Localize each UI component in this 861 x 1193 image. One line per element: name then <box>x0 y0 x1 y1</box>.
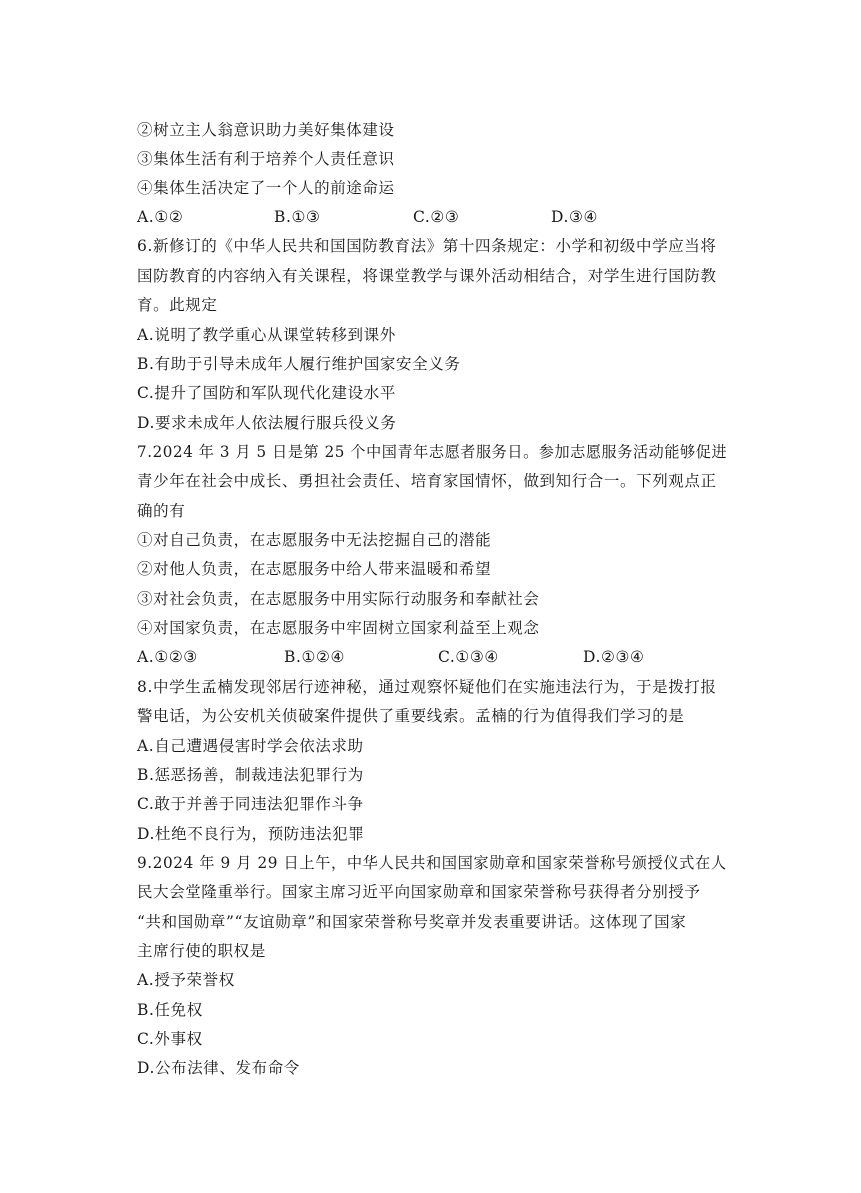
q5-option-a[interactable]: A.①② <box>137 208 184 226</box>
q7-stem-line-2: 青少年在社会中成长、勇担社会责任、培育家国情怀，做到知行合一。下列观点正 <box>137 472 717 490</box>
q9-stem-line-2: 民大会堂隆重举行。国家主席习近平向国家勋章和国家荣誉称号获得者分别授予 <box>137 883 701 901</box>
q7-item-2: ②对他人负责，在志愿服务中给人带来温暖和希望 <box>137 560 492 578</box>
q6-stem-line-3: 育。此规定 <box>137 296 218 314</box>
q8-stem-line-2: 警电话，为公安机关侦破案件提供了重要线索。孟楠的行为值得我们学习的是 <box>137 707 685 725</box>
q5-item-3: ③集体生活有利于培养个人责任意识 <box>137 150 395 168</box>
q6-stem-line-1: 6.新修订的《中华人民共和国国防教育法》第十四条规定：小学和初级中学应当将 <box>137 237 717 255</box>
q7-option-a[interactable]: A.①②③ <box>137 648 198 666</box>
q5-option-d[interactable]: D.③④ <box>551 208 598 226</box>
q5-item-2: ②树立主人翁意识助力美好集体建设 <box>137 121 395 139</box>
q7-stem-line-1: 7.2024 年 3 月 5 日是第 25 个中国青年志愿者服务日。参加志愿服务活动能够促进 <box>137 443 728 461</box>
q7-option-d[interactable]: D.②③④ <box>583 648 645 666</box>
q9-stem-line-1: 9.2024 年 9 月 29 日上午，中华人民共和国国家勋章和国家荣誉称号颁授仪式在人 <box>137 854 727 872</box>
q5-item-4: ④集体生活决定了一个人的前途命运 <box>137 179 395 197</box>
q6-option-b[interactable]: B.有助于引导未成年人履行维护国家安全义务 <box>137 355 461 373</box>
q9-option-d[interactable]: D.公布法律、发布命令 <box>137 1059 300 1077</box>
q9-stem-line-4: 主席行使的职权是 <box>137 942 266 960</box>
q6-option-d[interactable]: D.要求未成年人依法履行服兵役义务 <box>137 414 397 432</box>
q9-option-a[interactable]: A.授予荣誉权 <box>137 971 235 989</box>
q7-item-4: ④对国家负责，在志愿服务中牢固树立国家利益至上观念 <box>137 619 540 637</box>
q5-option-c[interactable]: C.②③ <box>413 208 460 226</box>
q8-option-a[interactable]: A.自己遭遇侵害时学会依法求助 <box>137 737 364 755</box>
q6-stem-line-2: 国防教育的内容纳入有关课程，将课堂教学与课外活动相结合，对学生进行国防教 <box>137 267 717 285</box>
q7-item-3: ③对社会负责，在志愿服务中用实际行动服务和奉献社会 <box>137 590 540 608</box>
q7-item-1: ①对自己负责，在志愿服务中无法挖掘自己的潜能 <box>137 531 492 549</box>
q7-option-c[interactable]: C.①③④ <box>438 648 499 666</box>
q8-option-b[interactable]: B.惩恶扬善，制裁违法犯罪行为 <box>137 766 364 784</box>
q9-option-c[interactable]: C.外事权 <box>137 1030 203 1048</box>
q7-stem-line-3: 确的有 <box>137 502 186 520</box>
q9-stem-line-3: “共和国勋章”“友谊勋章”和国家荣誉称号奖章并发表重要讲话。这体现了国家 <box>137 913 687 931</box>
q5-option-b[interactable]: B.①③ <box>274 208 321 226</box>
q7-option-b[interactable]: B.①②④ <box>284 648 346 666</box>
q6-option-c[interactable]: C.提升了国防和军队现代化建设水平 <box>137 384 396 402</box>
q6-option-a[interactable]: A.说明了教学重心从课堂转移到课外 <box>137 326 396 344</box>
q8-stem-line-1: 8.中学生孟楠发现邻居行迹神秘，通过观察怀疑他们在实施违法行为，于是拨打报 <box>137 678 717 696</box>
q9-option-b[interactable]: B.任免权 <box>137 1001 203 1019</box>
q8-option-d[interactable]: D.杜绝不良行为，预防违法犯罪 <box>137 825 365 843</box>
q8-option-c[interactable]: C.敢于并善于同违法犯罪作斗争 <box>137 795 364 813</box>
